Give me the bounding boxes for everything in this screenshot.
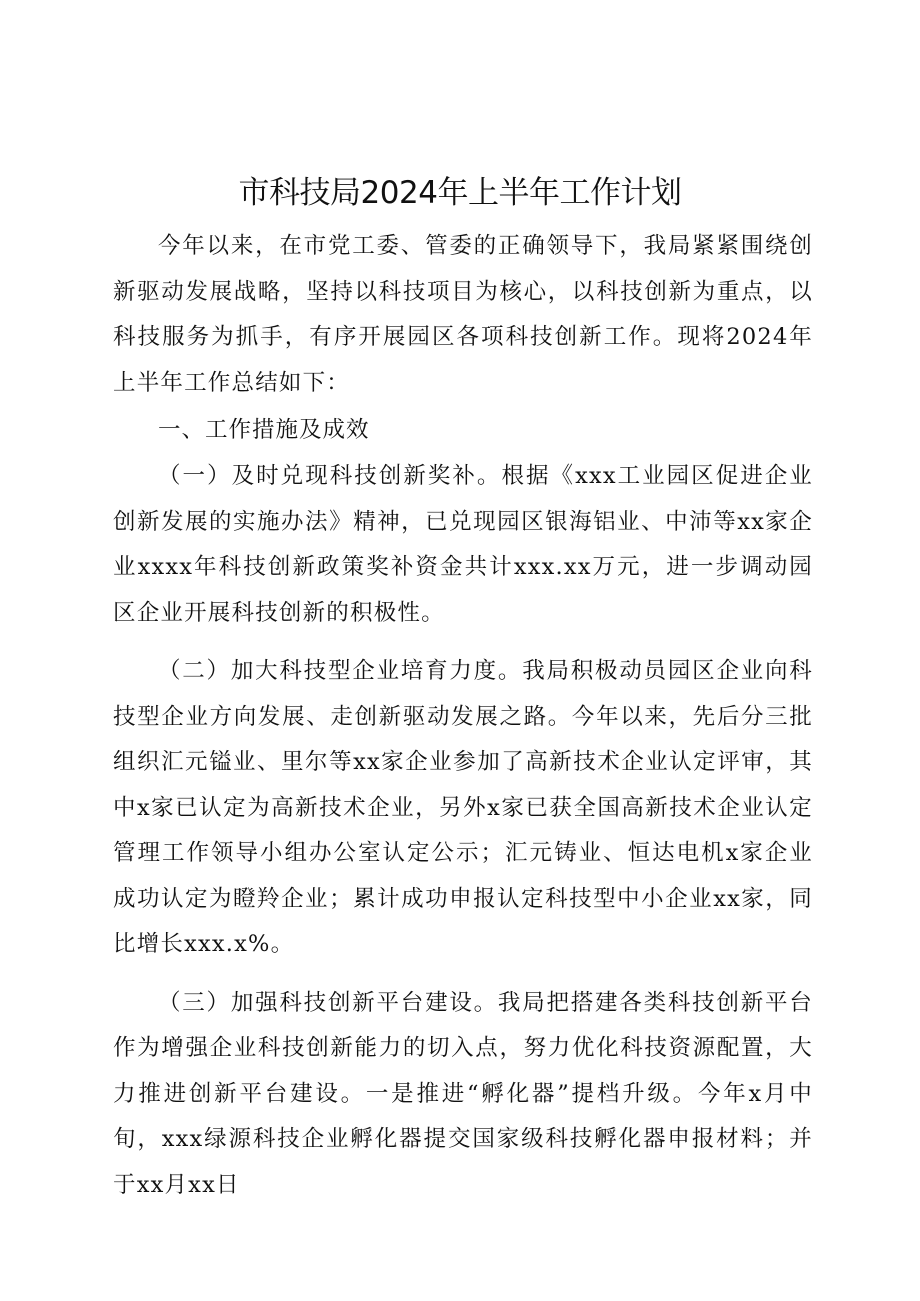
body-paragraph-1: （一）及时兑现科技创新奖补。根据《xxx工业园区促进企业创新发展的实施办法》精神，已兑现园区银海铝业、中沛等xx家企业xxxx年科技创新政策奖补资金共计xxx.xx万元，进一步调动园区企业开展科技创新的积极性。 xyxy=(113,463,813,626)
document-title: 市科技局2024年上半年工作计划 xyxy=(238,175,682,211)
document-body xyxy=(113,224,813,1208)
body-paragraph-3: （三）加强科技创新平台建设。我局把搭建各类科技创新平台作为增强企业科技创新能力的切入点，努力优化科技资源配置，大力推进创新平台建设。一是推进“孵化器”提档升级。今年x月中旬，xxx绿源科技企业孵化器提交国家级科技孵化器申报材料；并于xx月xx日 xyxy=(113,989,813,1198)
intro-paragraph: 今年以来，在市党工委、管委的正确领导下，我局紧紧围绕创新驱动发展战略，坚持以科技项目为核心，以科技创新为重点，以科技服务为抓手，有序开展园区各项科技创新工作。现将2024年上半年工作总结如下： xyxy=(113,233,813,396)
body-paragraph-2: （二）加大科技型企业培育力度。我局积极动员园区企业向科技型企业方向发展、走创新驱动发展之路。今年以来，先后分三批组织汇元镒业、里尔等xx家企业参加了高新技术企业认定评审，其中x家已认定为高新技术企业，另外x家已获全国高新技术企业认定管理工作领导小组办公室认定公示；汇元铸业、恒达电机x家企业成功认定为瞪羚企业；累计成功申报认定科技型中小企业xx家，同比增长xxx.x%。 xyxy=(113,658,813,957)
section-heading: 一、工作措施及成效 xyxy=(158,417,370,443)
